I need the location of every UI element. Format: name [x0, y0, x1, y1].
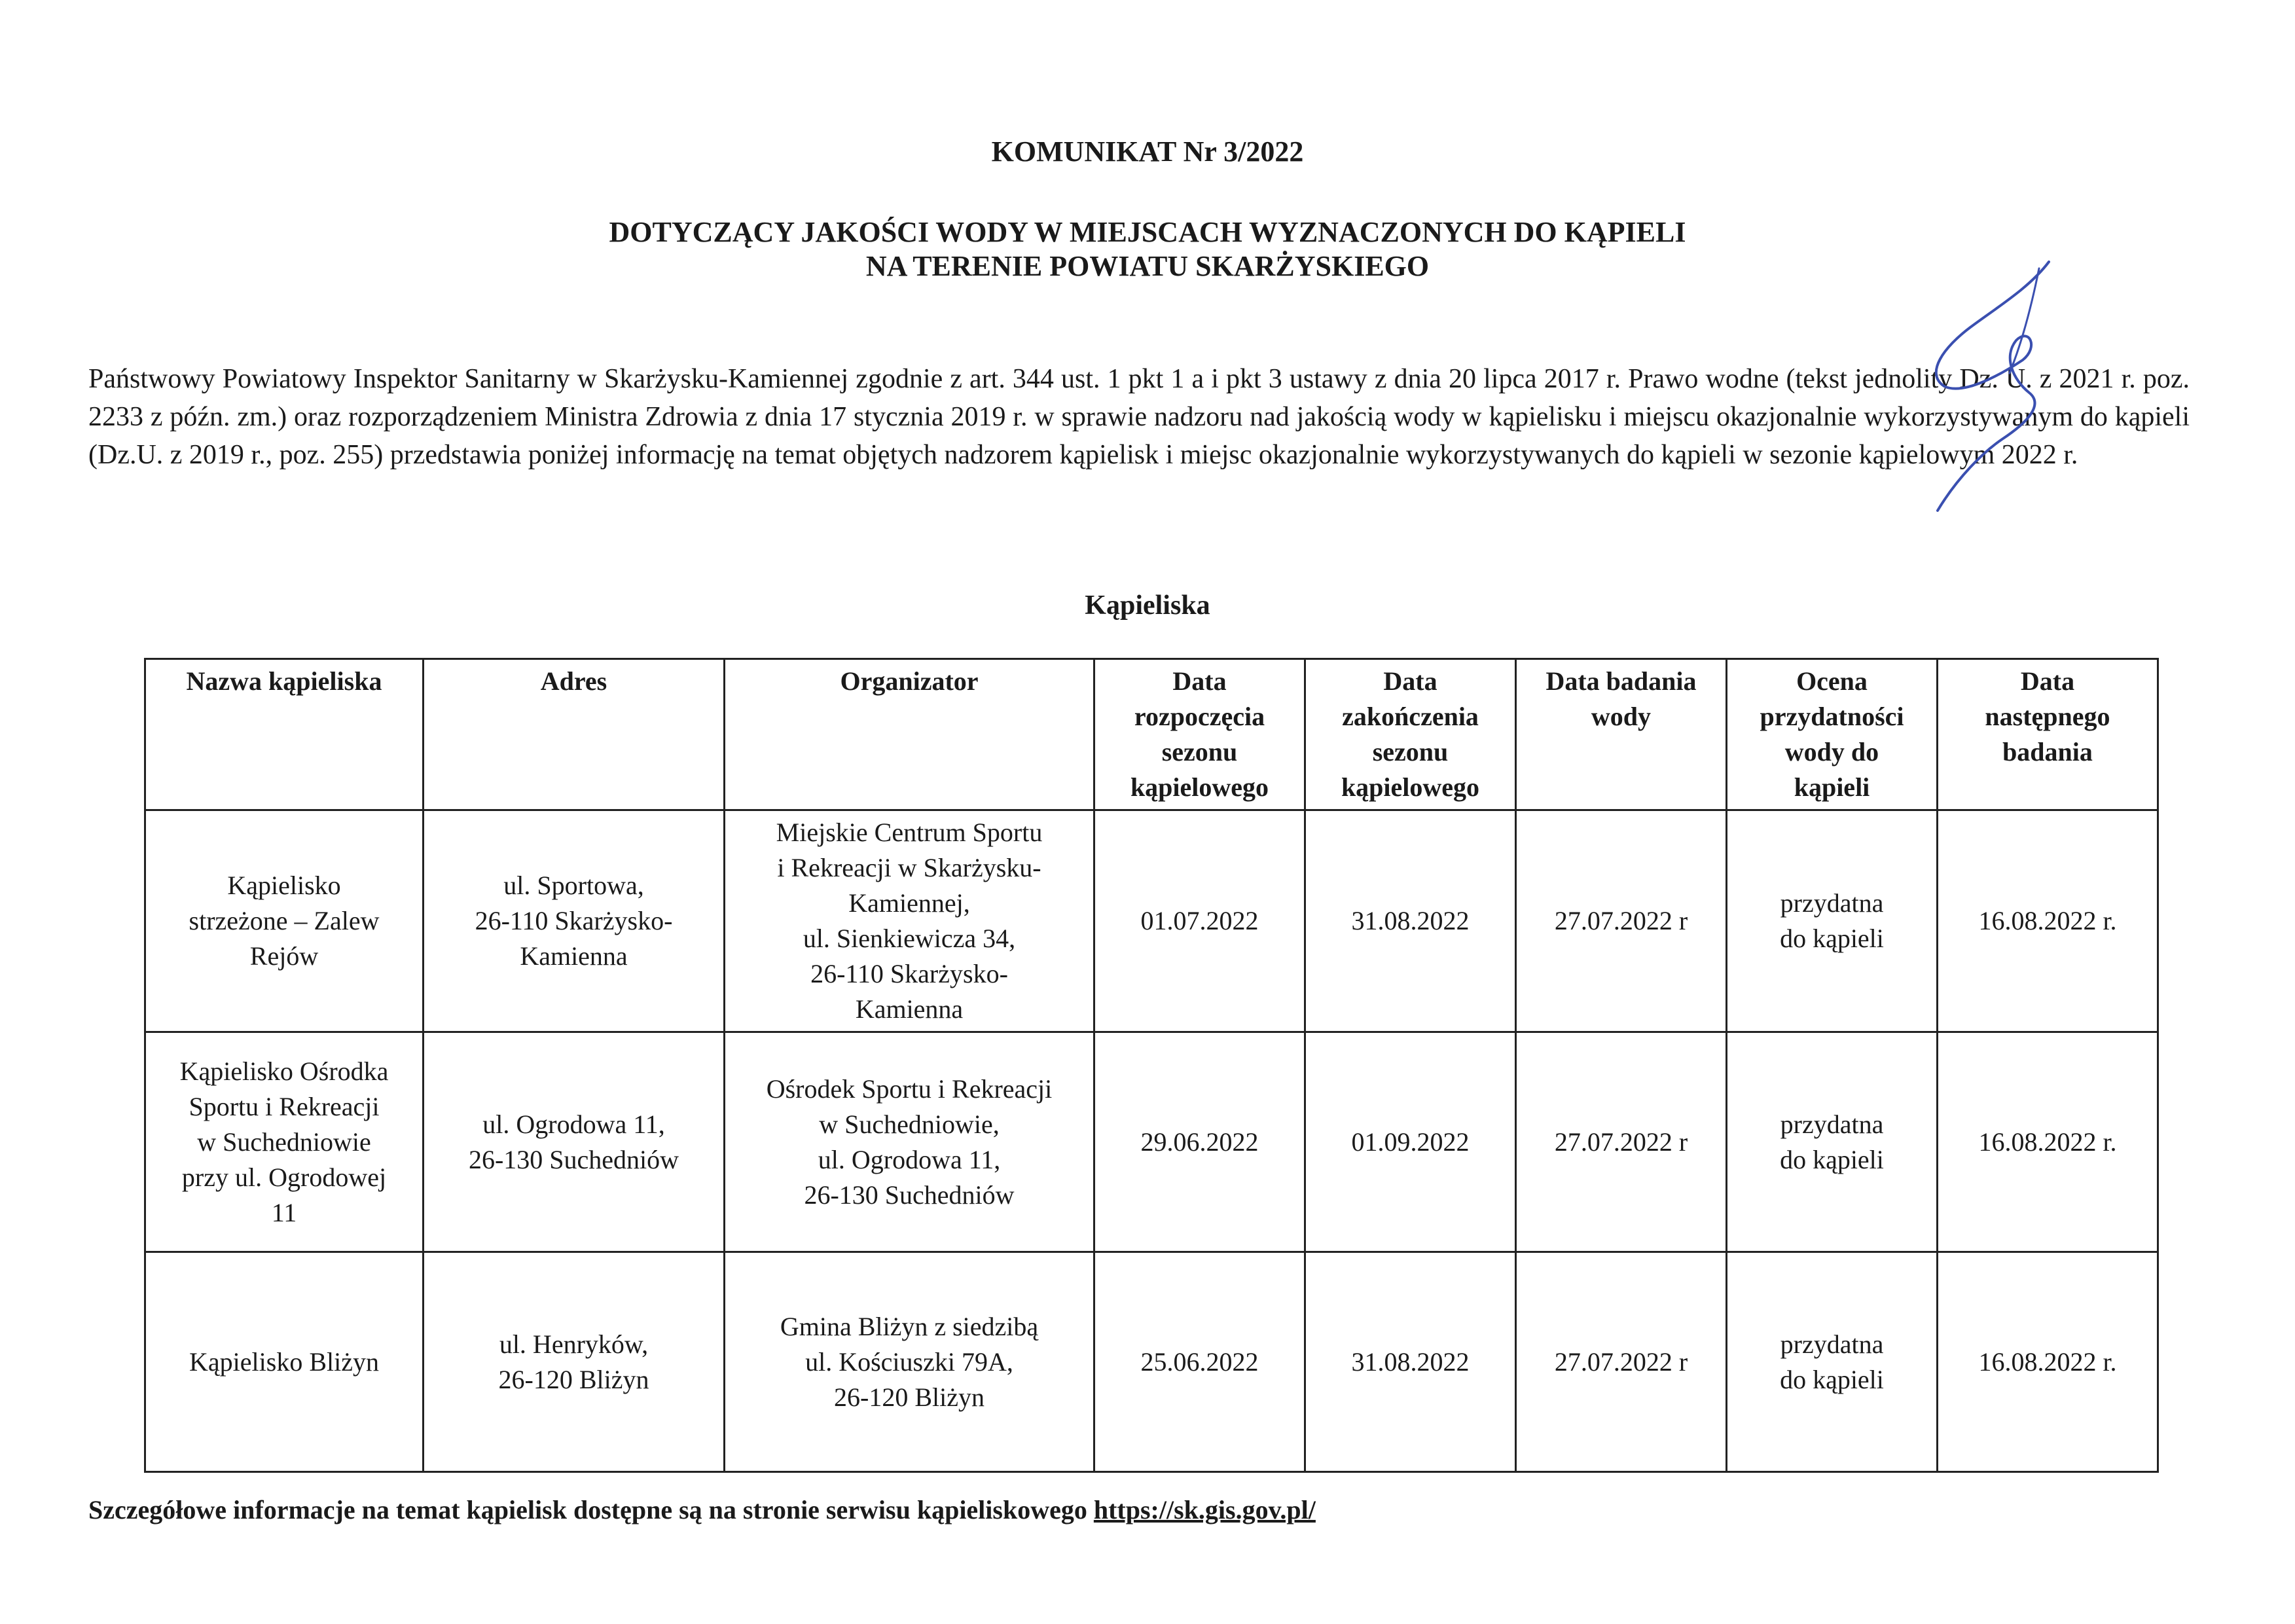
cell-season-end: 01.09.2022	[1305, 1032, 1516, 1252]
cell-name: Kąpielisko Ośrodka Sportu i Rekreacji w Suchedniowie przy ul. Ogrodowej 11	[145, 1032, 424, 1252]
cell-address: ul. Sportowa, 26-110 Skarżysko- Kamienna	[424, 810, 725, 1032]
header-next-test: Data następnego badania	[1938, 659, 2158, 810]
table-header-row	[145, 659, 2158, 810]
cell-next-test: 16.08.2022 r.	[1938, 1032, 2158, 1252]
intro-paragraph: Państwowy Powiatowy Inspektor Sanitarny w Skarżysku-Kamiennej zgodnie z art. 344 ust. 1 pkt 1 a i pkt 3 ustawy z dnia 20 lipca 2017 r. Prawo wodne (tekst jednolity Dz. U. z 2021 r. poz. 2233 z późn. zm.) oraz rozporządzeniem Ministra Zdrowia z dnia 17 stycznia 2019 r. w sprawie nadzoru nad jakością wody w kąpielisku i miejscu okazjonalnie wykorzystywanym do kąpieli (Dz.U. z 2019 r., poz. 255) przedstawia poniżej informację na temat objętych nadzorem kąpielisk i miejsc okazjonalnie wykorzystywanych do kąpieli w sezonie kąpielowym 2022 r.	[88, 364, 2190, 470]
footer-text: Szczegółowe informacje na temat kąpielisk dostępne są na stronie serwisu kąpieliskowego	[88, 1495, 1094, 1525]
cell-test-date: 27.07.2022 r	[1516, 810, 1727, 1032]
table-row	[145, 810, 2158, 1032]
cell-organizer: Miejskie Centrum Sportu i Rekreacji w Skarżysku- Kamiennej, ul. Sienkiewicza 34, 26-110 Skarżysko- Kamienna	[725, 810, 1094, 1032]
cell-season-start: 29.06.2022	[1094, 1032, 1305, 1252]
cell-test-date: 27.07.2022 r	[1516, 1252, 1727, 1472]
cell-season-start: 01.07.2022	[1094, 810, 1305, 1032]
cell-name: Kąpielisko Bliżyn	[145, 1252, 424, 1472]
cell-address: ul. Ogrodowa 11, 26-130 Suchedniów	[424, 1032, 725, 1252]
bathing-service-link[interactable]: https://sk.gis.gov.pl/	[1093, 1495, 1316, 1525]
header-address: Adres	[424, 659, 725, 810]
table-row	[145, 1252, 2158, 1472]
cell-address: ul. Henryków, 26-120 Bliżyn	[424, 1252, 725, 1472]
announcement-number: KOMUNIKAT Nr 3/2022	[991, 135, 1304, 168]
cell-next-test: 16.08.2022 r.	[1938, 1252, 2158, 1472]
bathing-areas-table	[144, 658, 2159, 1473]
header-assessment: Ocena przydatności wody do kąpieli	[1727, 659, 1938, 810]
handwritten-signature	[1898, 249, 2095, 524]
cell-season-start: 25.06.2022	[1094, 1252, 1305, 1472]
header-season-end: Data zakończenia sezonu kąpielowego	[1305, 659, 1516, 810]
cell-assessment: przydatna do kąpieli	[1727, 1252, 1938, 1472]
table-row	[145, 1032, 2158, 1252]
cell-organizer: Gmina Bliżyn z siedzibą ul. Kościuszki 79A, 26-120 Bliżyn	[725, 1252, 1094, 1472]
announcement-subject-line2: NA TERENIE POWIATU SKARŻYSKIEGO	[865, 250, 1430, 282]
header-test-date: Data badania wody	[1516, 659, 1727, 810]
cell-season-end: 31.08.2022	[1305, 1252, 1516, 1472]
cell-name: Kąpielisko strzeżone – Zalew Rejów	[145, 810, 424, 1032]
cell-test-date: 27.07.2022 r	[1516, 1032, 1727, 1252]
announcement-subject-line1: DOTYCZĄCY JAKOŚCI WODY W MIEJSCACH WYZNACZONYCH DO KĄPIELI	[609, 216, 1686, 248]
cell-assessment: przydatna do kąpieli	[1727, 810, 1938, 1032]
cell-organizer: Ośrodek Sportu i Rekreacji w Suchedniowie, ul. Ogrodowa 11, 26-130 Suchedniów	[725, 1032, 1094, 1252]
header-name: Nazwa kąpieliska	[145, 659, 424, 810]
cell-season-end: 31.08.2022	[1305, 810, 1516, 1032]
section-title-bathing-areas: Kąpieliska	[1085, 590, 1210, 621]
cell-assessment: przydatna do kąpieli	[1727, 1032, 1938, 1252]
footer-note	[88, 1492, 1316, 1528]
header-season-start: Data rozpoczęcia sezonu kąpielowego	[1094, 659, 1305, 810]
header-organizer: Organizator	[725, 659, 1094, 810]
cell-next-test: 16.08.2022 r.	[1938, 810, 2158, 1032]
